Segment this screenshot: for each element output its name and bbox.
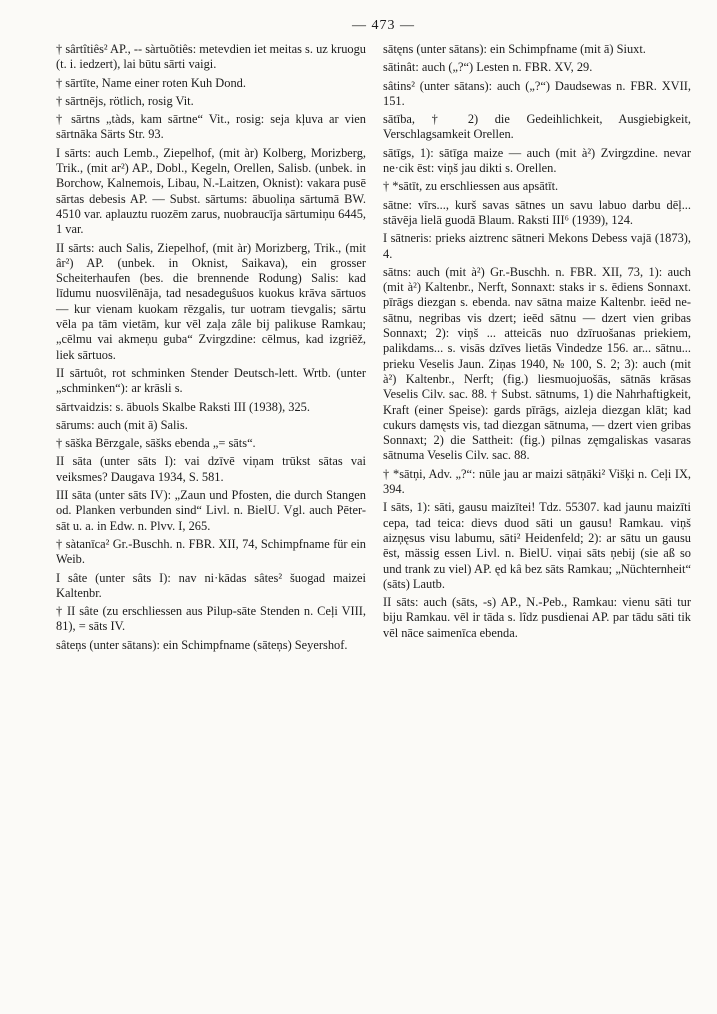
entry: † *sātņi, Adv. „?“: nūle jau ar maizi sātņāki² Višķi n. Ceļi IX, 394. — [383, 466, 691, 497]
entry: sātne: vīrs..., kurš savas sātnes un savu labuo darbu dēļ... stāvēja lielā guodā Blaum. Raksti III⁶ (1939), 124. — [383, 197, 691, 227]
entry: II sārtuôt, rot schminken Stender Deutsch-lett. Wrtb. (unter „schminken“): ar krāsli s. — [56, 365, 366, 396]
page-number: — 473 — — [352, 18, 415, 33]
entry: I sâte (unter sâts I): nav ni·kādas sâtes² šuogad maizei Kaltenbr. — [56, 570, 366, 600]
entry: † sāška Bērzgale, sāšks ebenda „= sāts“. — [56, 436, 256, 451]
entry: III sāta (unter sāts IV): „Zaun und Pfosten, die durch Stangen od. Planken verbunden sind“ Livl. n. BielU. Vgl. auch Pēter-sāt u. a. in Edw. n. Plvv. I, 265. — [56, 488, 366, 533]
columns — [56, 42, 691, 656]
entry: I sārts: auch Lemb., Ziepelhof, (mit àr) Kolberg, Morizberg, Trik., (mit ar²) AP., Dobl., Kegeln, Orellen, Salisb. (unbek. in Borchow, Kalnemois, Libau, N.-Laitzen, Oknist): vakara pusē sārtas debesis AP. — Subst. sārtums: ābuoliņa sārtumā BW. 4510 var. aplauztu ruozēm zarus, nuobraucīja sārtumiņu 6445, 1 var. — [56, 145, 366, 237]
entry: † sârtîtiês² AP., -- sàrtuõtiês: metevdien iet meitas s. uz kruogu (t. i. iedzert), lai būtu sārti vaigi. — [56, 42, 366, 72]
entry: II sāts: auch (sāts, -s) AP., N.-Peb., Ramkau: vienu sāti tur biju Ramkau. vēl ir tāda s. lîdz pusdienai AP. par tādu sāti tik vēl nāce saimenīca ebenda. — [383, 595, 691, 640]
entry: sārtvaidzis: s. ābuols Skalbe Raksti III (1938), 325. — [56, 399, 310, 414]
right-column — [383, 42, 691, 656]
entry: sātīgs, 1): sātīga maize — auch (mit à²) Zvirgzdine. nevar ne·cik ēst: viņš jau dikti s. Orellen. — [383, 145, 691, 176]
entry: † sārtīte, Name einer roten Kuh Dond. — [56, 75, 246, 90]
entry: sātinât: auch („?“) Lesten n. FBR. XV, 29. — [383, 60, 593, 75]
left-column — [56, 42, 366, 656]
entry: I sāts, 1): sāti, gausu maizītei! Tdz. 55307. kad jaunu maizīti cepa, tad teica: dievs duod sāti un gausu! Ramkau. viņš aizņęsus visu labumu, sāti² Heidenfeld; 2): ar sātu un gausu ēst, mässig essen Livl. n. BielU. viņai sāts ņebij (sie aß so und trank zu viel) AP. ęd kâ bez sāts Ramkau; „Nüchternheit“ (sāts) Lautb. — [383, 500, 691, 591]
entry: sâtins² (unter sātans): auch („?“) Daudsewas n. FBR. XVII, 151. — [383, 78, 691, 108]
entry: † sàtanīca² Gr.-Buschh. n. FBR. XII, 74, Schimpfname für ein Weib. — [56, 536, 366, 567]
entry: † II sâte (zu erschliessen aus Pilup-sāte Stenden n. Ceļi VIII, 81), = sāts IV. — [56, 604, 366, 634]
entry: † sārtns „tàds, kam sārtne“ Vit., rosig: seja kļuva ar vien sārtnāka Särts Str. 93. — [56, 112, 366, 142]
entry: sātęns (unter sātans): ein Schimpfname (mit ā) Siuxt. — [383, 42, 646, 56]
entry: † sārtnējs, rötlich, rosig Vit. — [56, 93, 194, 108]
entry: sārums: auch (mit ā) Salis. — [56, 417, 188, 432]
entry: sâteņs (unter sātans): ein Schimpfname (sāteņs) Seyershof. — [56, 637, 348, 652]
entry: † *sātīt, zu erschliessen aus apsātīt. — [383, 179, 559, 194]
entry: II sārts: auch Salis, Ziepelhof, (mit àr) Morizberg, Trik., (mit âr²) AP. (unbek. in Oknist, Saikava), ein grosser Scheiterhaufen (bes. die brennende Rodung) Salis: kad līdumu nuosvilēnāja, tad nesadeguŝuos kuokus krāva sārtuos — kur vienam kuokam rēzgalis, tur uotram tievgalis; sārtu vēla pa tām vietām, kur vēl zaļa zâle bij palikuse Ramkau; „cēlmu vai akmeņu guba“ Zvirgzdine: cēlmus, kad izgriēž, liek sārtuos. — [56, 240, 366, 362]
entry: sātība, † 2) die Gedeihlichkeit, Ausgiebigkeit, Verschlagsamkeit Orellen. — [383, 112, 691, 142]
entry: II sāta (unter sāts I): vai dzīvē viņam trūkst sātas vai veiksmes? Daugava 1934, S. 581. — [56, 454, 366, 484]
entry: sātns: auch (mit à²) Gr.-Buschh. n. FBR. XII, 73, 1): auch (mit à²) Kaltenbr., Nerft, Sonnaxt: staks ir s. ēdiens Sonnaxt. pīrāgs diezgan s. ebenda. nav sātna maize Kaltenbr. ieēd ne-sātnu, negribas vis dzert; ieēd sātnu — dzert vien gribas Sonnaxt; 2): viņš ... atteicās nuo dzīruošanas priekiem, palikdams... s. visās dzīves lietās Vindedze 156. ar... sātnu... prieku Veselis Jaun. Ziņas 1940, № 100, S. 2; 3): auch (mit à²) Kaltenbr., Nerft; (fig.) liesmuojuošās, sātnās krāsas Veselis Cilv. sac. 88. † Subst. sātnums, 1) die Nahrhaftigkeit, Kraft (einer Speise): gards pīrāgs, aizleja diezgan klāt; kad cukurs damęsts vis, tad diezgan sātnuma, — dzert vien gribas Sonnaxt; 2) die Sattheit: (fig.) pilnas zęmgaliskas vasaras sātnuma Veselis Cilv. sac. 88. — [383, 264, 691, 463]
entry: I sātneris: prieks aiztrenc sātneri Mekons Debess vajā (1873), 4. — [383, 231, 691, 261]
